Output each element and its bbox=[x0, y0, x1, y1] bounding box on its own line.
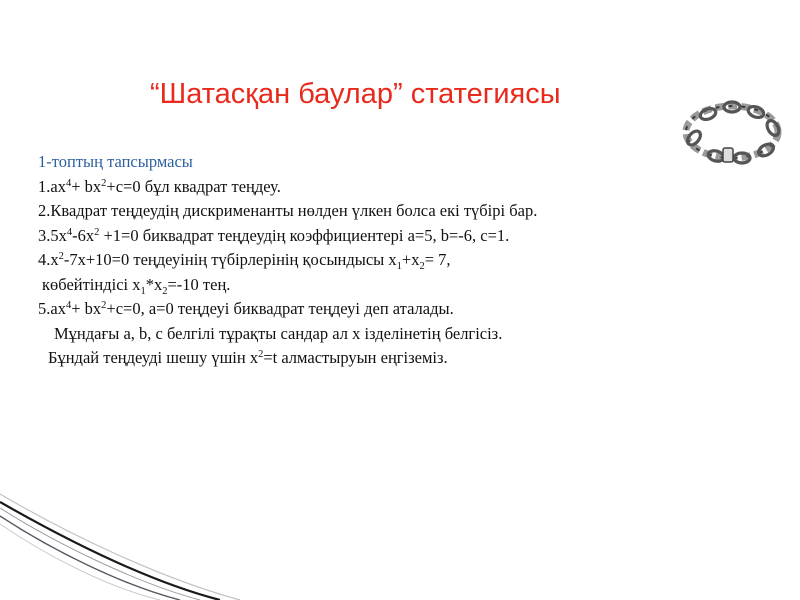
statement-2: 2.Квадрат теңдеудің дискрименанты нөлден үлкен болса екі түбірі бар. bbox=[38, 201, 538, 220]
task-text-block bbox=[38, 150, 738, 371]
slide-title: “Шатасқан баулар” статегиясы bbox=[150, 78, 561, 110]
statement-5-substitution: Бұндай теңдеуді шешу үшін $х^2=t$ алмастыруын еңгіземіз. bbox=[48, 348, 448, 367]
statement-1: $1.ах^4+ bх^2+с=0$ бұл квадрат теңдеу. bbox=[38, 176, 281, 196]
corner-stripe-decoration bbox=[0, 490, 800, 600]
statement-5-note: Мұндағы а, b, с белгілі тұрақты сандар ал х ізделінетің белгісіз. bbox=[54, 323, 503, 343]
statement-5: $5.ах^4+ bх^2+с=0$, а=0 теңдеуі биквадрат теңдеуі деп аталады. bbox=[38, 299, 454, 318]
statement-4-continuation: көбейтіндісі $х_1*х_2=-10$ тең. bbox=[42, 274, 231, 297]
task-heading: 1-топтың тапсырмасы bbox=[38, 152, 193, 171]
statement-3: $3.5х^4-6х^2 +1=0$ биквадрат теңдеудің коэффициентері а=5, b=-6, с=1. bbox=[38, 225, 510, 245]
statement-4: $4.х^2-7х+10=0$ теңдеуінің түбірлерінің қосындысы $х_1+х_2= 7$, bbox=[38, 250, 451, 272]
